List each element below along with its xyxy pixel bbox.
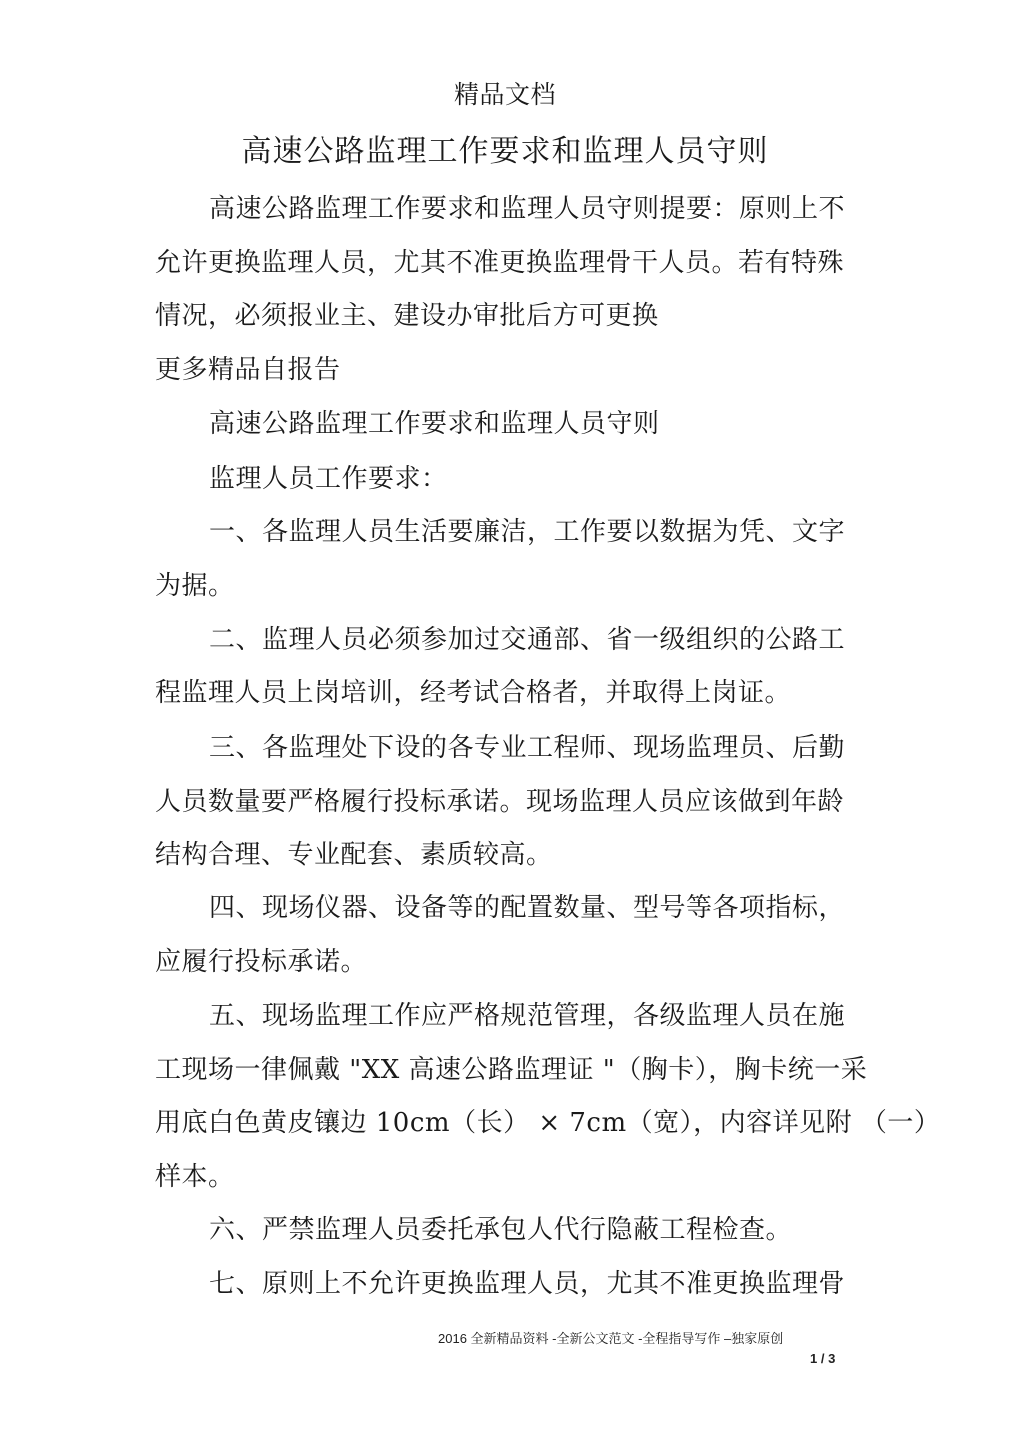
item-4-line-1: 四、现场仪器、设备等的配置数量、型号等各项指标， [209, 893, 846, 923]
summary-line-2: 允许更换监理人员，尤其不准更换监理骨干人员。若有特殊 [155, 248, 845, 278]
item-5-line-3: 用底白色黄皮镶边 10cm（长） × 7cm（宽），内容详见附 （一） [155, 1108, 941, 1138]
page-number: 1 / 3 [810, 1351, 836, 1366]
item-6-line-1: 六、严禁监理人员委托承包人代行隐蔽工程检查。 [209, 1215, 793, 1245]
document-title: 高速公路监理工作要求和监理人员守则 [241, 134, 769, 169]
item-3-line-3: 结构合理、专业配套、素质较高。 [155, 840, 553, 870]
item-2-line-2: 程监理人员上岗培训，经考试合格者，并取得上岗证。 [155, 678, 792, 708]
item-7-line-1: 七、原则上不允许更换监理人员，尤其不准更换监理骨 [209, 1269, 846, 1299]
summary-line-3: 情况，必须报业主、建设办审批后方可更换 [155, 301, 659, 331]
item-4-line-2: 应履行投标承诺。 [155, 947, 368, 977]
item-3-line-1: 三、各监理处下设的各专业工程师、现场监理员、后勤 [209, 733, 846, 763]
item-1-line-1: 一、各监理人员生活要廉洁，工作要以数据为凭、文字 [209, 517, 846, 547]
item-3-line-2: 人员数量要严格履行投标承诺。现场监理人员应该做到年龄 [155, 787, 845, 817]
more-reports-line: 更多精品自报告 [155, 355, 341, 385]
item-5-line-4: 样本。 [155, 1162, 235, 1192]
summary-line-1: 高速公路监理工作要求和监理人员守则提要：原则上不 [209, 194, 846, 224]
item-5-line-2: 工现场一律佩戴 "XX 高速公路监理证 "（胸卡），胸卡统一采 [155, 1055, 868, 1085]
section-title: 高速公路监理工作要求和监理人员守则 [209, 409, 660, 439]
item-1-line-2: 为据。 [155, 571, 235, 601]
item-2-line-1: 二、监理人员必须参加过交通部、省一级组织的公路工 [209, 625, 846, 655]
page-footer-text: 2016 全新精品资料 -全新公文范文 -全程指导写作 –独家原创 [438, 1331, 784, 1346]
page-header-label: 精品文档 [453, 80, 556, 109]
item-5-line-1: 五、现场监理工作应严格规范管理，各级监理人员在施 [209, 1001, 846, 1031]
requirements-heading: 监理人员工作要求： [209, 464, 448, 494]
